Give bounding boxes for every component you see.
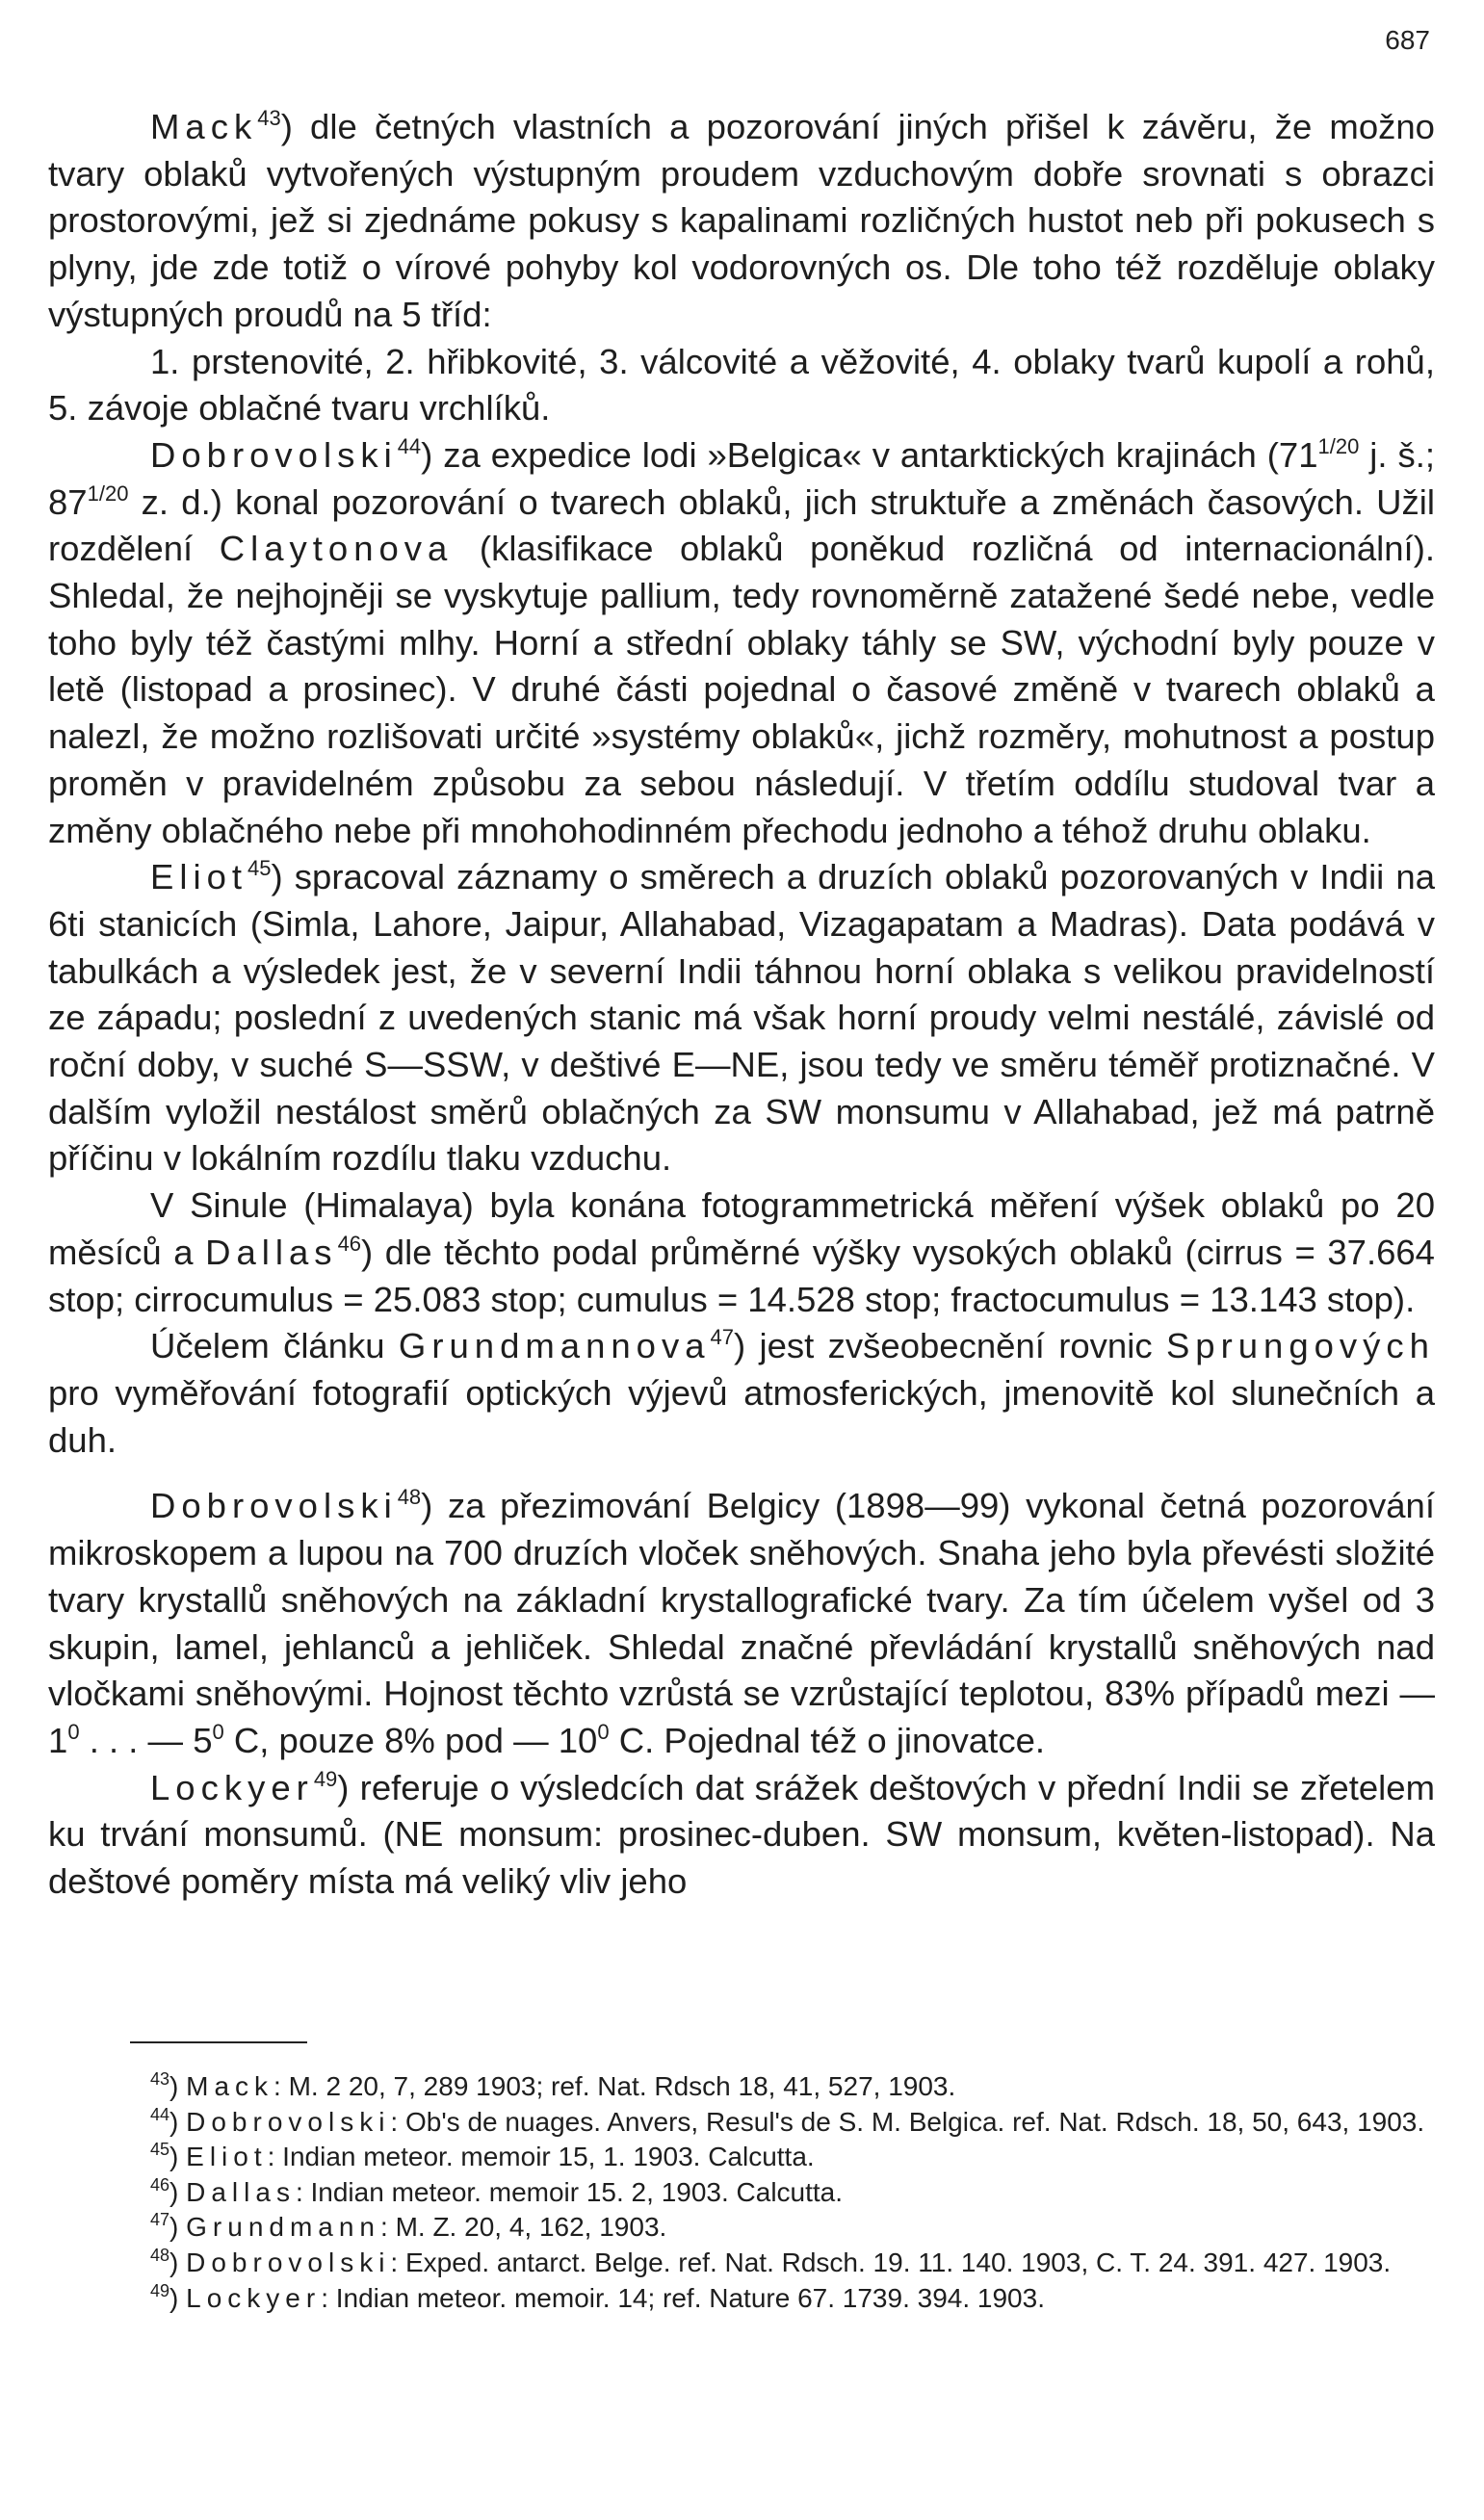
paragraph-grundmann [48, 1323, 1435, 1464]
footnote-ref: 46 [337, 1231, 362, 1256]
paragraph-text: ) referuje o výsledcích dat srážek deštových v přední Indii se zřetelem ku trvání monsumů. (NE monsum: prosinec-duben. SW monsum, květen-listopad). Na deštové poměry místa má veliký vliv jeho [48, 1767, 1435, 1902]
paragraph-text: C, pouze 8 [223, 1720, 404, 1760]
paragraph-eliot [48, 854, 1435, 1182]
paragraph-text: případů mezi — 1 [48, 1674, 1436, 1760]
paragraph-cloud-classes [48, 339, 1435, 432]
fraction: 1/2 [1317, 433, 1348, 458]
paragraph-dobrovolski-clouds [48, 432, 1435, 854]
footnote-text: : M. 2 20, 7, 289 1903; ref. Nat. Rdsch 18, 41, 527, 1903. [273, 2071, 956, 2101]
author-name: Dallas [205, 1232, 338, 1272]
paragraph-text: pro vyměřování fotografií optických výjevů atmosferických, jmenovitě kol slunečních a duh. [48, 1372, 1435, 1460]
degree-mark: 0 [597, 1719, 610, 1744]
paragraph-dobrovolski-snow [48, 1483, 1435, 1764]
footnote-author: Eliot [186, 2142, 268, 2172]
author-name: Lockyer [150, 1767, 314, 1807]
paragraph-text: C. Pojednal též o jinovatce. [609, 1720, 1046, 1760]
footnote-author: Lockyer [186, 2282, 322, 2313]
footnote-author: Mack [186, 2071, 274, 2101]
paragraph-text: ) za přezimování Belgicy (1898—99) vykonal četná pozorování mikroskopem a lupou na 700 druzích vloček sněhových. Snaha jeho byla převésti složité tvary krystallů sněhových na základní krystallografické tvary. Za tím účelem vyšel od 3 skupin, lamel, jehlanců a jehliček. Shledal značné převládání krystallů sněhových nad vločkami sněhovými. Hojnost těchto vzrůstá se vzrůstající teplotou, 83 [48, 1486, 1435, 1714]
footnote-44: $^{44}$) Dobrovolski: Ob's de nuages. Anvers, Resul's de S. M. Belgica. ref. Nat. Rdsch. 18, 50, 643, 1903. [150, 2104, 1425, 2137]
paragraph-text: V Sinule (Himalaya) byla konána fotogrammetrická měření výšek oblaků po 20 měsíců a [48, 1185, 1435, 1272]
footnote-author: Grundmann [186, 2212, 381, 2243]
footnote-text: : Indian meteor. memoir. 14; ref. Nature 67. 1739. 394. 1903. [321, 2282, 1045, 2313]
footnote-author: Dobrovolski [186, 2247, 391, 2277]
footnote-number: 43 [150, 2069, 170, 2089]
author-name: Dobrovolski [150, 434, 398, 475]
paragraph-text: ) dle těchto podal průměrné výšky vysokých oblaků (cirrus = 37.664 stop; cirrocumulus = 25.083 stop; cumulus = 14.528 stop; fractocumulus = 13.143 stop). [48, 1232, 1435, 1319]
footnote-number: 49 [150, 2280, 170, 2300]
paragraph-lockyer [48, 1765, 1435, 1906]
percent-sign: % [404, 1720, 435, 1760]
paragraph-text: (klasifikace oblaků poněkud rozličná od internacionální). Shledal, že nejhojněji se vyskytuje pallium, tedy rovnoměrně zatažené šedé nebe, vedle toho byly též častými mlhy. Horní a střední oblaky táhly se SW, východní byly pouze v letě (listopad a prosinec). V druhé části pojednal o časové změně v tvarech oblaků a nalezl, že možno rozlišovati určité »systémy oblaků«, jichž rozměry, mohutnost a postup proměn v pravidelném způsobu za sebou následují. V třetím oddílu studoval tvar a změny oblačného nebe při mnohohodinném přechodu jednoho a téhož druhu oblaku. [48, 529, 1435, 850]
page-number: 687 [1385, 25, 1430, 55]
footnote-text: : M. Z. 20, 4, 162, 1903. [380, 2212, 667, 2243]
paragraph-text: ) spracoval záznamy o směrech a druzích oblaků pozorovaných v Indii na 6ti stanicích (Simla, Lahore, Jaipur, Allahabad, Vizagapatam a Madras). Data podává v tabulkách a výsledek jest, že v severní Indii táhnou horní oblaka s velikou pravidelností ze západu; poslední z uvedených stanic má však horní proudy velmi nestálé, závislé od roční doby, v suché S—SSW, v deštivé E—NE, jsou tedy ve směru téměř protiznačné. V dalším vyložil nestálost směrů oblačných za SW monsumu v Allahabad, jež má patrně příčinu v lokálním rozdílu tlaku vzduchu. [48, 857, 1435, 1179]
footnote-text: : Ob's de nuages. Anvers, Resul's de S. M. Belgica. ref. Nat. Rdsch. 18, 50, 643, 1903. [390, 2106, 1425, 2137]
paragraph-text: ) jest zvšeobecnění rovnic [734, 1326, 1166, 1366]
paragraph-text: . . . — 5 [79, 1720, 213, 1760]
spaced-name: Sprungových [1165, 1326, 1435, 1366]
paragraph-text: j. š.; 87 [48, 434, 1435, 522]
footnote-divider [130, 2041, 307, 2043]
paragraph-text: z. d.) konal pozorování o tvarech oblaků, jich struktuře a změnách časových. Užil rozdělení [48, 481, 1435, 569]
footnote-number: 44 [150, 2104, 170, 2124]
paragraph-text: pod — 10 [434, 1720, 598, 1760]
footnote-text: : Indian meteor. memoir 15. 2, 1903. Calcutta. [295, 2176, 844, 2207]
footnote-ref: 49 [313, 1766, 338, 1791]
spaced-name: Claytonova [219, 529, 454, 569]
author-name: Grundmannova [398, 1326, 711, 1366]
footnote-49: $^{49}$) Lockyer: Indian meteor. memoir. 14; ref. Nature 67. 1739. 394. 1903. [150, 2280, 1045, 2313]
footnote-48: $^{48}$) Dobrovolski: Exped. antarct. Belge. ref. Nat. Rdsch. 19. 11. 140. 1903, C. T. 24. 391. 427. 1903. [150, 2245, 1392, 2277]
footnote-ref: 45 [247, 856, 272, 881]
footnote-text: : Indian meteor. memoir 15, 1. 1903. Calcutta. [267, 2142, 815, 2172]
footnote-text: : Exped. antarct. Belge. ref. Nat. Rdsch. 19. 11. 140. 1903, C. T. 24. 391. 427. 1903. [390, 2247, 1392, 2277]
footnote-ref: 48 [397, 1485, 422, 1510]
author-name: Dobrovolski [150, 1486, 398, 1526]
footnote-number: 45 [150, 2140, 170, 2160]
degree-mark: 0 [212, 1719, 224, 1744]
footnote-number: 46 [150, 2174, 170, 2195]
footnote-46: $^{46}$) Dallas: Indian meteor. memoir 15. 2, 1903. Calcutta. [150, 2174, 844, 2207]
degree-mark: 0 [117, 481, 129, 506]
footnote-author: Dallas [186, 2176, 296, 2207]
fraction: 1/2 [87, 481, 117, 506]
footnotes [48, 2069, 1435, 2316]
footnote-43: $^{43}$) Mack: M. 2 20, 7, 289 1903; ref. Nat. Rdsch 18, 41, 527, 1903. [150, 2069, 956, 2101]
percent-sign: % [1143, 1674, 1176, 1714]
paragraph-mack [48, 104, 1435, 339]
degree-mark: 0 [67, 1719, 80, 1744]
paragraph-text: ) dle četných vlastních a pozorování jiných přišel k závěru, že možno tvary oblaků vytvořených výstupným proudem vzduchovým dobře srovnati s obrazci prostorovými, jež si zjednáme pokusy s kapalinami rozličných hustot neb při pokusech s plyny, jde zde totiž o vírové pohyby kol vodorovných os. Dle toho též rozděluje oblaky výstupných proudů na 5 tříd: [48, 107, 1435, 334]
footnote-47: $^{47}$) Grundmann: M. Z. 20, 4, 162, 1903. [150, 2210, 667, 2243]
author-name: Eliot [150, 857, 248, 897]
author-name: Mack [150, 107, 258, 146]
footnote-ref: 43 [257, 106, 281, 130]
footnote-author: Dobrovolski [186, 2106, 391, 2137]
paragraph-text: Účelem článku [150, 1326, 399, 1366]
footnote-ref: 47 [710, 1325, 735, 1350]
footnote-number: 48 [150, 2245, 170, 2265]
paragraph-text: ) za expedice lodi »Belgica« v antarktických krajinách (71 [421, 434, 1318, 475]
paragraph-text: 1. prstenovité, 2. hřibkovité, 3. válcovité a věžovité, 4. oblaky tvarů kupolí a rohů, 5. závoje oblačné tvaru vrchlíků. [48, 341, 1435, 429]
footnote-number: 47 [150, 2210, 170, 2230]
footnote-45: $^{45}$) Eliot: Indian meteor. memoir 15, 1. 1903. Calcutta. [150, 2140, 815, 2172]
degree-mark: 0 [1347, 433, 1360, 458]
paragraph-dallas [48, 1182, 1435, 1323]
body-text [48, 104, 1435, 1906]
footnote-ref: 44 [397, 433, 422, 458]
